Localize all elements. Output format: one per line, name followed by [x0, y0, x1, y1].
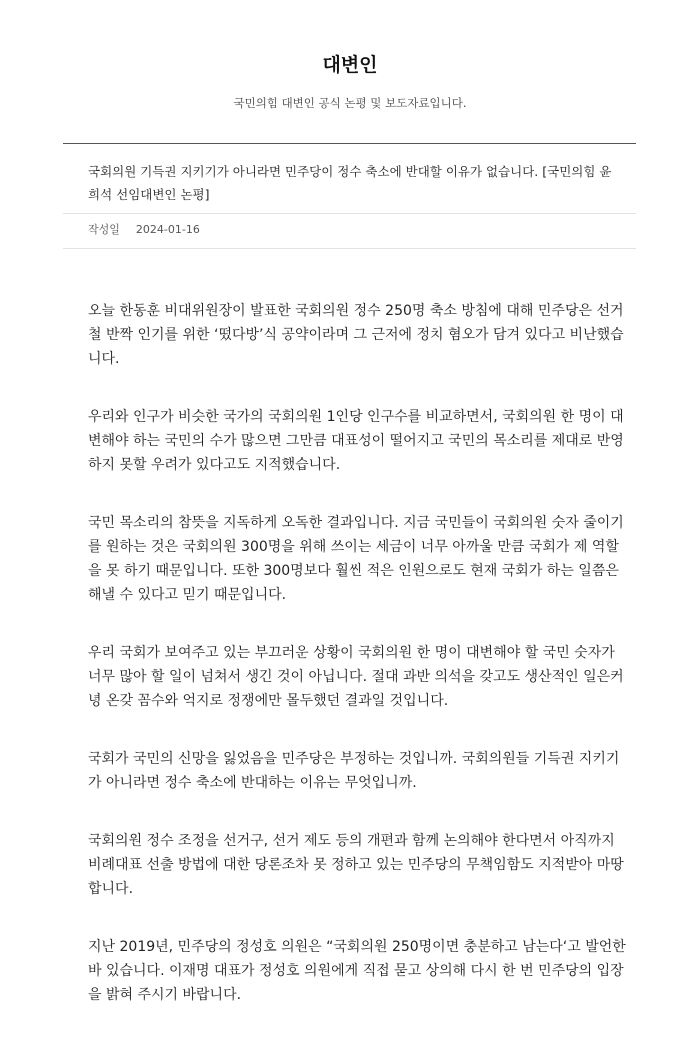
site-header	[0, 0, 700, 111]
site-title[interactable]: 대변인	[322, 54, 378, 76]
post-body	[88, 299, 630, 1041]
post-meta	[88, 222, 200, 238]
site-tagline: 국민의힘 대변인 공식 논평 및 보도자료입니다.	[233, 96, 467, 110]
body-paragraph: 국민 목소리의 참뜻을 지독하게 오독한 결과입니다. 지금 국민들이 국회의원 숫자 줄이기를 원하는 것은 국회의원 300명을 위해 쓰이는 세금이 너무 아까울 만큼 국회가 제 역할을 못 하기 때문입니다. 또한 300명보다 훨씬 적은 인원으로도 현재 국회가 하는 일쯤은 해낼 수 있다고 믿기 때문입니다.	[88, 515, 624, 603]
meta-divider	[63, 248, 636, 249]
body-paragraph: 우리 국회가 보여주고 있는 부끄러운 상황이 국회의원 한 명이 대변해야 할 국민 숫자가 너무 많아 할 일이 넘쳐서 생긴 것이 아닙니다. 절대 과반 의석을 갖고도 생산적인 일은커녕 온갖 꼼수와 억지로 정쟁에만 몰두했던 결과일 것입니다.	[88, 645, 624, 709]
body-paragraph: 지난 2019년, 민주당의 정성호 의원은 “국회의원 250명이면 충분하고 남는다‘고 발언한 바 있습니다. 이재명 대표가 정성호 의원에게 직접 묻고 상의해 다시 한 번 민주당의 입장을 밝혀 주시기 바랍니다.	[88, 939, 626, 1003]
body-paragraph: 오늘 한동훈 비대위원장이 발표한 국회의원 정수 250명 축소 방침에 대해 민주당은 선거철 반짝 인기를 위한 ‘떴다방’식 공약이라며 그 근저에 정치 혐오가 담겨 있다고 비난했습니다.	[88, 303, 624, 367]
header-divider	[63, 143, 636, 144]
title-divider	[63, 213, 636, 214]
post-title: 국회의원 기득권 지키기가 아니라면 민주당이 정수 축소에 반대할 이유가 없습니다. [국민의힘 윤희석 선임대변인 논평]	[88, 164, 612, 202]
date-label: 작성일	[88, 223, 120, 236]
body-paragraph: 우리와 인구가 비슷한 국가의 국회의원 1인당 인구수를 비교하면서, 국회의원 한 명이 대변해야 하는 국민의 수가 많으면 그만큼 대표성이 떨어지고 국민의 목소리를 제대로 반영하지 못할 우려가 있다고도 지적했습니다.	[88, 409, 624, 473]
body-paragraph: 국회가 국민의 신망을 잃었음을 민주당은 부정하는 것입니까. 국회의원들 기득권 지키기가 아니라면 정수 축소에 반대하는 이유는 무엇입니까.	[88, 751, 620, 791]
body-paragraph: 국회의원 정수 조정을 선거구, 선거 제도 등의 개편과 함께 논의해야 한다면서 아직까지 비례대표 선출 방법에 대한 당론조차 못 정하고 있는 민주당의 무책임함도 지적받아 마땅합니다.	[88, 833, 624, 897]
post-date: 2024-01-16	[135, 223, 200, 236]
